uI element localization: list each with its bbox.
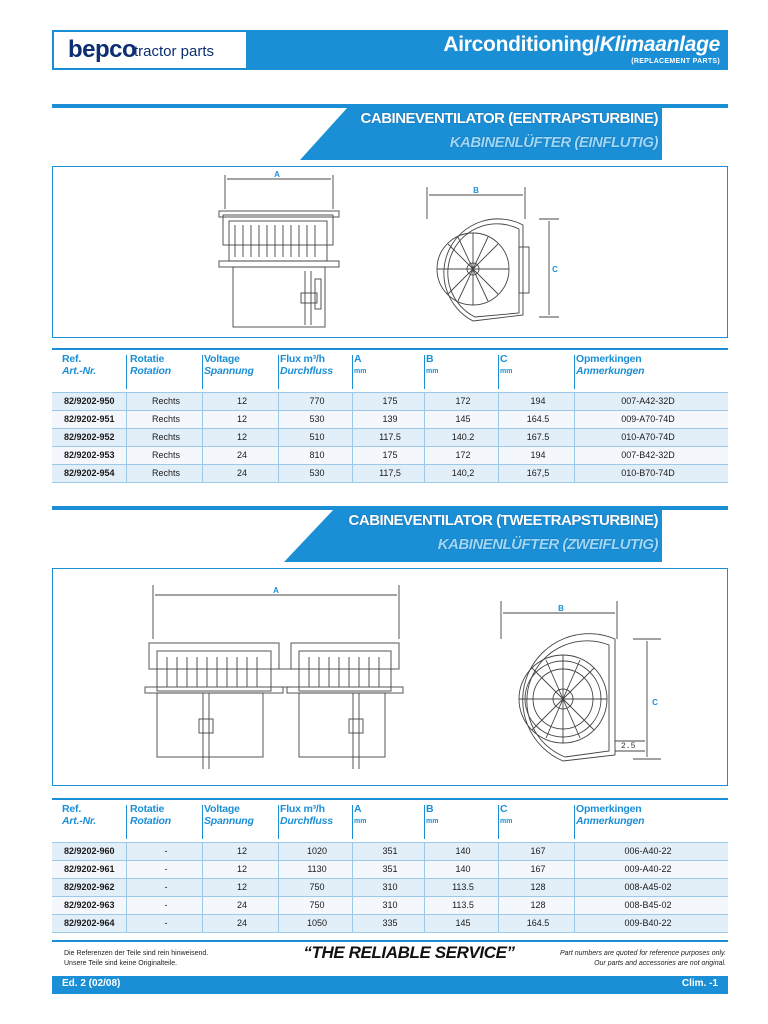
cell-divider <box>574 861 575 878</box>
cell-divider <box>574 915 575 932</box>
column-header <box>204 353 270 377</box>
table-cell: 12 <box>236 846 247 856</box>
column-unit: mm <box>354 368 367 375</box>
table-cell: 128 <box>530 900 546 910</box>
cell-divider <box>126 447 127 464</box>
column-divider <box>278 355 279 389</box>
table-cell: 310 <box>382 882 398 892</box>
table-cell: 164.5 <box>526 918 550 928</box>
part-number-cell: 82/9202-960 <box>64 846 115 856</box>
cell-divider <box>202 861 203 878</box>
table-cell: 008-A45-02 <box>624 882 672 892</box>
column-header <box>130 803 194 827</box>
single-blower-drawing <box>53 167 729 339</box>
table-cell: 12 <box>236 396 247 406</box>
table-row <box>52 878 728 896</box>
section-2-title-nl: CABINEVENTILATOR (TWEETRAPSTURBINE) <box>348 512 658 529</box>
section-1-table <box>52 348 728 483</box>
cell-divider <box>126 411 127 428</box>
table-row <box>52 410 728 428</box>
column-header-primary: Opmerkingen <box>576 353 642 365</box>
column-header-secondary: Anmerkungen <box>576 815 645 827</box>
cell-divider <box>498 447 499 464</box>
table-cell: 24 <box>236 900 247 910</box>
cell-divider <box>352 915 353 932</box>
table-cell: Rechts <box>151 396 180 406</box>
column-header-primary: C <box>500 353 508 365</box>
column-unit: mm <box>500 818 513 825</box>
dimension-c-label: C <box>552 265 558 274</box>
table-cell: 12 <box>236 414 247 424</box>
column-header <box>576 353 716 377</box>
cell-divider <box>574 879 575 896</box>
table-cell: 164.5 <box>526 414 550 424</box>
cell-divider <box>126 897 127 914</box>
table-cell: 24 <box>236 468 247 478</box>
cell-divider <box>278 879 279 896</box>
column-header-primary: Voltage <box>204 803 240 815</box>
cell-divider <box>352 861 353 878</box>
column-header <box>280 353 346 377</box>
dimension-b-label: B <box>473 186 479 195</box>
page-title-main: Airconditioning/ <box>443 33 600 56</box>
column-divider <box>498 355 499 389</box>
cell-divider <box>498 429 499 446</box>
table-cell: 530 <box>309 414 325 424</box>
footer-disclaimer-de-line2: Unsere Teile sind keine Originalteile. <box>64 960 178 967</box>
section-2-table <box>52 798 728 933</box>
footer-disclaimer-en-line2: Our parts and accessories are not original. <box>594 960 726 967</box>
table-cell: 335 <box>382 918 398 928</box>
table-cell: 167 <box>530 846 546 856</box>
cell-divider <box>424 915 425 932</box>
table-cell: 351 <box>382 864 398 874</box>
table-cell: Rechts <box>151 450 180 460</box>
cell-divider <box>424 897 425 914</box>
cell-divider <box>126 393 127 410</box>
section-2-title-de: KABINENLÜFTER (ZWEIFLUTIG) <box>437 536 658 553</box>
column-divider <box>352 355 353 389</box>
table-cell: 009-A70-74D <box>621 414 675 424</box>
column-divider <box>126 355 127 389</box>
cell-divider <box>424 429 425 446</box>
table-cell: 172 <box>455 396 471 406</box>
table-cell: 750 <box>309 882 325 892</box>
table-cell: Rechts <box>151 414 180 424</box>
column-header <box>500 353 566 375</box>
cell-divider <box>278 915 279 932</box>
brand-name: bepco <box>68 36 137 63</box>
footer-slogan: “THE RELIABLE SERVICE” <box>303 943 515 962</box>
cell-divider <box>202 411 203 428</box>
cell-divider <box>424 393 425 410</box>
table-cell: 145 <box>455 414 471 424</box>
cell-divider <box>126 429 127 446</box>
table-cell: 140.2 <box>451 432 475 442</box>
table-row <box>52 896 728 914</box>
column-header-primary: A <box>354 803 362 815</box>
column-header <box>62 353 124 377</box>
cell-divider <box>278 861 279 878</box>
part-number-cell: 82/9202-963 <box>64 900 115 910</box>
table-cell: 810 <box>309 450 325 460</box>
cell-divider <box>202 393 203 410</box>
table-row <box>52 428 728 446</box>
brand-logo <box>52 30 248 70</box>
cell-divider <box>126 879 127 896</box>
page-title-italic: Klimaanlage <box>599 33 720 56</box>
cell-divider <box>126 915 127 932</box>
table-cell: - <box>164 864 168 874</box>
table-row <box>52 446 728 464</box>
page-number: Clim. -1 <box>681 978 718 989</box>
footer-disclaimer-en-line1: Part numbers are quoted for reference purposes only. <box>559 950 726 957</box>
table-cell: 530 <box>309 468 325 478</box>
column-header-primary: B <box>426 803 434 815</box>
table-cell: 145 <box>455 918 471 928</box>
part-number-cell: 82/9202-951 <box>64 414 115 424</box>
cell-divider <box>352 447 353 464</box>
edition-label: Ed. 2 (02/08) <box>62 978 121 989</box>
table-row <box>52 464 728 482</box>
table-cell: 140 <box>455 846 471 856</box>
column-header-secondary: Rotation <box>130 815 171 827</box>
cell-divider <box>574 897 575 914</box>
table-cell: Rechts <box>151 468 180 478</box>
double-blower-drawing <box>53 569 729 787</box>
table-cell: 117,5 <box>379 468 401 478</box>
cell-divider <box>498 879 499 896</box>
cell-divider <box>202 843 203 860</box>
column-header-primary: Flux m³/h <box>280 803 325 815</box>
table-cell: 310 <box>382 900 398 910</box>
table-cell: 140,2 <box>451 468 475 478</box>
table-row <box>52 860 728 878</box>
table-cell: 194 <box>530 396 546 406</box>
column-header-primary: Voltage <box>204 353 240 365</box>
column-divider <box>498 805 499 839</box>
table-cell: 140 <box>455 864 471 874</box>
cell-divider <box>126 861 127 878</box>
column-header-secondary: Art.-Nr. <box>62 365 96 377</box>
column-header <box>354 353 416 375</box>
table-body <box>52 842 728 933</box>
table-cell: 24 <box>236 450 247 460</box>
column-header-primary: Flux m³/h <box>280 353 325 365</box>
column-header <box>500 803 566 825</box>
column-unit: mm <box>426 368 439 375</box>
cell-divider <box>498 915 499 932</box>
cell-divider <box>278 447 279 464</box>
cell-divider <box>352 465 353 482</box>
footer-disclaimer-de <box>64 949 208 969</box>
table-cell: 351 <box>382 846 398 856</box>
cell-divider <box>202 879 203 896</box>
table-cell: - <box>164 900 168 910</box>
cell-divider <box>574 411 575 428</box>
column-header-secondary: Rotation <box>130 365 171 377</box>
cell-divider <box>498 843 499 860</box>
table-cell: 139 <box>382 414 398 424</box>
table-cell: 006-A40-22 <box>624 846 672 856</box>
column-header-primary: Rotatie <box>130 803 165 815</box>
dimension-b-label: B <box>558 604 564 613</box>
dimension-a-label: A <box>274 170 280 179</box>
table-cell: 009-B40-22 <box>624 918 672 928</box>
cell-divider <box>278 465 279 482</box>
table-cell: 194 <box>530 450 546 460</box>
table-cell: 010-A70-74D <box>621 432 675 442</box>
column-divider <box>424 805 425 839</box>
column-header-primary: Ref. <box>62 353 82 365</box>
cell-divider <box>424 843 425 860</box>
cell-divider <box>126 843 127 860</box>
column-header <box>354 803 416 825</box>
table-cell: 167 <box>530 864 546 874</box>
cell-divider <box>278 843 279 860</box>
column-header-primary: B <box>426 353 434 365</box>
cell-divider <box>352 393 353 410</box>
table-cell: - <box>164 918 168 928</box>
cell-divider <box>498 393 499 410</box>
footer-disclaimer-en <box>560 949 726 969</box>
cell-divider <box>574 447 575 464</box>
column-header-primary: Ref. <box>62 803 82 815</box>
footer-bar <box>52 976 728 994</box>
part-number-cell: 82/9202-950 <box>64 396 115 406</box>
cell-divider <box>278 411 279 428</box>
table-cell: 128 <box>530 882 546 892</box>
cell-divider <box>574 429 575 446</box>
column-divider <box>574 355 575 389</box>
dimension-a-label: A <box>273 586 279 595</box>
cell-divider <box>574 843 575 860</box>
cell-divider <box>574 465 575 482</box>
table-cell: 175 <box>382 450 398 460</box>
cell-divider <box>352 879 353 896</box>
dimension-small-label: 2.5 <box>621 742 636 751</box>
table-cell: 113.5 <box>452 882 474 892</box>
column-header-primary: C <box>500 803 508 815</box>
column-header-secondary: Spannung <box>204 365 254 377</box>
part-number-cell: 82/9202-964 <box>64 918 115 928</box>
column-header <box>426 803 490 825</box>
column-header-primary: Opmerkingen <box>576 803 642 815</box>
table-cell: 007-B42-32D <box>621 450 675 460</box>
table-cell: 12 <box>236 882 247 892</box>
cell-divider <box>498 861 499 878</box>
cell-divider <box>352 843 353 860</box>
cell-divider <box>202 897 203 914</box>
cell-divider <box>278 429 279 446</box>
part-number-cell: 82/9202-953 <box>64 450 115 460</box>
table-cell: 1020 <box>306 846 328 856</box>
table-cell: Rechts <box>151 432 180 442</box>
column-header-secondary: Anmerkungen <box>576 365 645 377</box>
column-header <box>204 803 270 827</box>
footer-disclaimer-de-line1: Die Referenzen der Teile sind rein hinweisend. <box>64 950 209 957</box>
table-cell: 770 <box>309 396 325 406</box>
table-cell: 117.5 <box>379 432 401 442</box>
column-unit: mm <box>426 818 439 825</box>
table-header <box>52 798 728 842</box>
part-number-cell: 82/9202-961 <box>64 864 115 874</box>
footer-rule <box>52 940 728 942</box>
table-cell: 750 <box>309 900 325 910</box>
table-cell: 12 <box>236 864 247 874</box>
table-cell: 172 <box>455 450 471 460</box>
cell-divider <box>202 915 203 932</box>
table-cell: 1050 <box>306 918 328 928</box>
cell-divider <box>424 861 425 878</box>
cell-divider <box>202 429 203 446</box>
cell-divider <box>352 897 353 914</box>
cell-divider <box>352 411 353 428</box>
column-unit: mm <box>500 368 513 375</box>
column-divider <box>574 805 575 839</box>
table-cell: 1130 <box>307 864 327 874</box>
column-header <box>62 803 124 827</box>
column-divider <box>424 355 425 389</box>
table-row <box>52 914 728 932</box>
table-cell: 167.5 <box>526 432 550 442</box>
column-header <box>130 353 194 377</box>
column-divider <box>202 805 203 839</box>
brand-suffix: tractor parts <box>134 43 215 60</box>
cell-divider <box>278 393 279 410</box>
cell-divider <box>424 411 425 428</box>
cell-divider <box>498 897 499 914</box>
column-divider <box>126 805 127 839</box>
cell-divider <box>424 879 425 896</box>
column-header <box>426 353 490 375</box>
table-cell: 167,5 <box>526 468 550 478</box>
cell-divider <box>498 465 499 482</box>
cell-divider <box>574 393 575 410</box>
page-title <box>443 33 720 57</box>
table-row <box>52 842 728 860</box>
section-1-drawing-panel <box>52 166 728 338</box>
column-header-primary: A <box>354 353 362 365</box>
cell-divider <box>352 429 353 446</box>
cell-divider <box>498 411 499 428</box>
table-header <box>52 348 728 392</box>
table-cell: 009-A40-22 <box>624 864 672 874</box>
cell-divider <box>126 465 127 482</box>
cell-divider <box>202 465 203 482</box>
section-2-drawing-panel <box>52 568 728 786</box>
table-cell: - <box>164 882 168 892</box>
column-header-secondary: Durchfluss <box>280 365 333 377</box>
table-cell: 24 <box>236 918 247 928</box>
column-header-secondary: Durchfluss <box>280 815 333 827</box>
column-divider <box>278 805 279 839</box>
table-cell: - <box>164 846 168 856</box>
column-header <box>576 803 716 827</box>
column-header-secondary: Spannung <box>204 815 254 827</box>
column-divider <box>352 805 353 839</box>
part-number-cell: 82/9202-954 <box>64 468 115 478</box>
table-body <box>52 392 728 483</box>
cell-divider <box>424 465 425 482</box>
column-divider <box>202 355 203 389</box>
page-subtitle: (REPLACEMENT PARTS) <box>631 58 720 65</box>
column-header-primary: Rotatie <box>130 353 165 365</box>
table-cell: 008-B45-02 <box>624 900 672 910</box>
section-1-title-de: KABINENLÜFTER (EINFLUTIG) <box>449 134 658 151</box>
table-cell: 010-B70-74D <box>621 468 675 478</box>
cell-divider <box>278 897 279 914</box>
table-cell: 12 <box>236 432 247 442</box>
table-cell: 007-A42-32D <box>621 396 675 406</box>
part-number-cell: 82/9202-962 <box>64 882 115 892</box>
table-cell: 113.5 <box>452 900 474 910</box>
column-unit: mm <box>354 818 367 825</box>
table-row <box>52 392 728 410</box>
section-1-title-nl: CABINEVENTILATOR (EENTRAPSTURBINE) <box>360 110 658 127</box>
column-header <box>280 803 346 827</box>
table-cell: 175 <box>382 396 398 406</box>
table-cell: 510 <box>309 432 325 442</box>
cell-divider <box>424 447 425 464</box>
dimension-c-label: C <box>652 698 658 707</box>
part-number-cell: 82/9202-952 <box>64 432 115 442</box>
column-header-secondary: Art.-Nr. <box>62 815 96 827</box>
cell-divider <box>202 447 203 464</box>
